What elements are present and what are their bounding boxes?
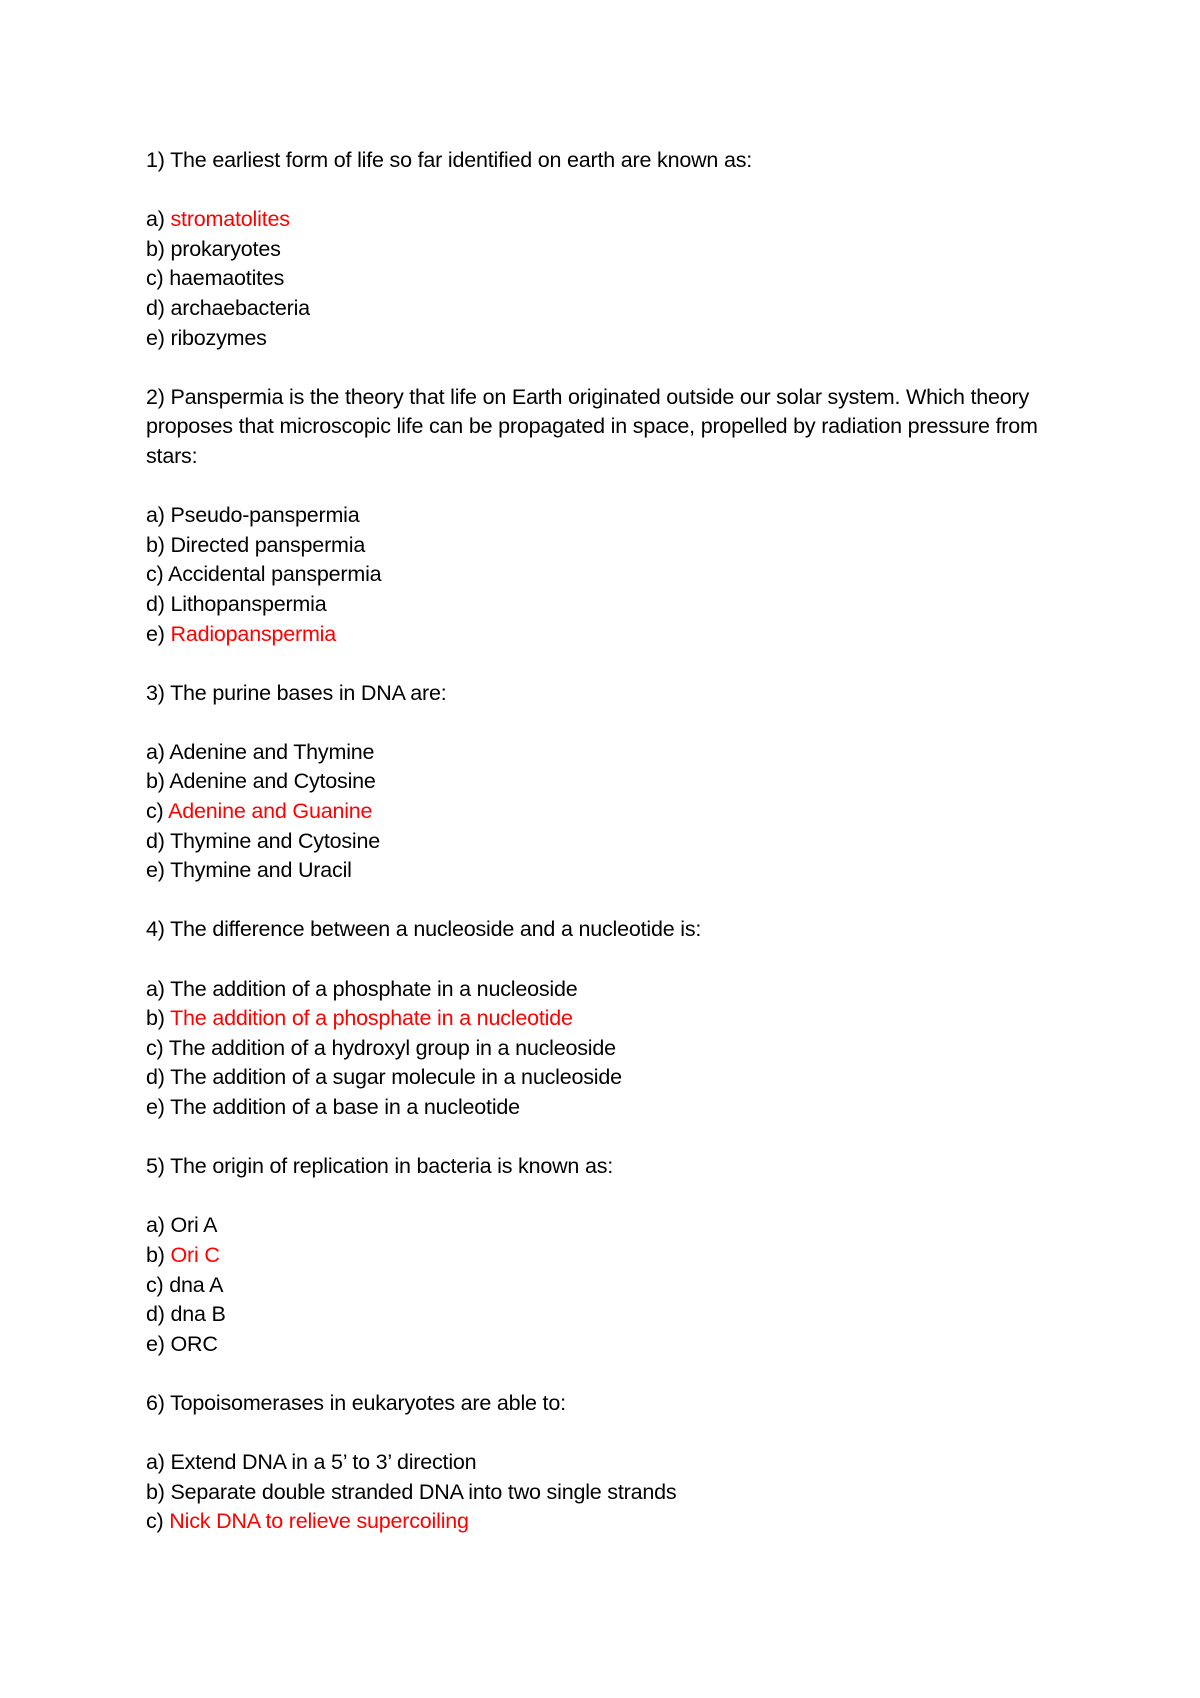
option-letter: c) xyxy=(146,1509,164,1534)
option-text: Nick DNA to relieve supercoiling xyxy=(169,1509,469,1534)
option-text: Separate double stranded DNA into two single strands xyxy=(170,1479,677,1504)
question-text xyxy=(146,1389,1046,1419)
question-number: 1) xyxy=(146,148,165,172)
answer-option xyxy=(146,1093,1046,1123)
answer-option xyxy=(146,501,1046,531)
question-prompt: The purine bases in DNA are: xyxy=(170,680,447,705)
question-number: 3) xyxy=(146,680,165,705)
question-number: 5) xyxy=(146,1154,165,1179)
question-block xyxy=(146,679,1046,886)
question-block xyxy=(146,1152,1046,1359)
question-number: 4) xyxy=(146,917,165,942)
answer-option xyxy=(146,1330,1046,1360)
question-block xyxy=(146,383,1046,649)
question-prompt: Topoisomerases in eukaryotes are able to: xyxy=(170,1390,566,1415)
option-text: Adenine and Cytosine xyxy=(169,769,376,794)
option-text: The addition of a sugar molecule in a nucleoside xyxy=(170,1065,622,1090)
option-letter: d) xyxy=(146,1065,165,1090)
question-prompt: The origin of replication in bacteria is known as: xyxy=(170,1154,614,1179)
option-text: The addition of a hydroxyl group in a nucleoside xyxy=(168,1035,616,1060)
option-letter: a) xyxy=(146,1450,165,1475)
option-letter: c) xyxy=(146,266,164,291)
answer-option xyxy=(146,294,1046,324)
option-letter: a) xyxy=(146,739,165,764)
option-text: Adenine and Thymine xyxy=(169,739,375,764)
option-text: ORC xyxy=(170,1331,218,1356)
option-letter: a) xyxy=(146,207,165,232)
question-block xyxy=(146,146,1046,353)
answer-option xyxy=(146,235,1046,265)
option-letter: b) xyxy=(146,1479,165,1504)
option-letter: a) xyxy=(146,503,165,528)
question-number: 6) xyxy=(146,1390,165,1415)
option-letter: e) xyxy=(146,1095,165,1119)
option-text: haemaotites xyxy=(169,266,285,291)
answer-option xyxy=(146,827,1046,857)
quiz-document xyxy=(146,146,1046,1567)
question-prompt: The difference between a nucleoside and a nucleotide is: xyxy=(170,917,702,942)
answer-option xyxy=(146,264,1046,294)
option-text: Thymine and Uracil xyxy=(170,858,352,883)
answer-option xyxy=(146,1211,1046,1241)
option-text: Lithopanspermia xyxy=(170,591,327,616)
answer-option xyxy=(146,856,1046,886)
answer-option-correct xyxy=(146,797,1046,827)
question-text xyxy=(146,915,1046,945)
answer-option xyxy=(146,738,1046,768)
option-letter: b) xyxy=(146,1006,165,1031)
option-letter: e) xyxy=(146,325,165,350)
option-text: The addition of a phosphate in a nucleoside xyxy=(170,976,578,1001)
question-text xyxy=(146,383,1046,472)
answer-option xyxy=(146,1271,1046,1301)
option-letter: d) xyxy=(146,1302,165,1327)
answer-option-correct xyxy=(146,1004,1046,1034)
option-letter: b) xyxy=(146,236,165,261)
answer-option xyxy=(146,1063,1046,1093)
answer-option xyxy=(146,1448,1046,1478)
option-letter: e) xyxy=(146,621,165,646)
option-text: Radiopanspermia xyxy=(170,621,337,646)
answer-option-correct xyxy=(146,1507,1046,1537)
option-text: Accidental panspermia xyxy=(168,562,382,587)
answer-option xyxy=(146,1478,1046,1508)
answer-option xyxy=(146,1034,1046,1064)
answer-option-correct xyxy=(146,205,1046,235)
answer-option xyxy=(146,590,1046,620)
option-letter: e) xyxy=(146,858,165,883)
option-letter: a) xyxy=(146,976,165,1001)
option-letter: a) xyxy=(146,1213,165,1238)
option-letter: c) xyxy=(146,1035,164,1060)
answer-option xyxy=(146,767,1046,797)
answer-option xyxy=(146,531,1046,561)
option-letter: b) xyxy=(146,769,165,794)
option-letter: c) xyxy=(146,1272,164,1297)
answer-option xyxy=(146,975,1046,1005)
answer-option-correct xyxy=(146,620,1046,650)
option-letter: c) xyxy=(146,799,164,824)
option-text: ribozymes xyxy=(170,325,267,350)
question-block xyxy=(146,1389,1046,1537)
option-text: Extend DNA in a 5’ to 3’ direction xyxy=(170,1450,477,1475)
question-prompt: The earliest form of life so far identified on earth are known as: xyxy=(170,148,753,172)
option-text: The addition of a phosphate in a nucleotide xyxy=(170,1006,573,1031)
option-letter: b) xyxy=(146,532,165,557)
answer-option xyxy=(146,1300,1046,1330)
question-block xyxy=(146,915,1046,1122)
option-letter: e) xyxy=(146,1331,165,1356)
option-text: dna A xyxy=(169,1272,224,1297)
question-text xyxy=(146,1152,1046,1182)
question-prompt: Panspermia is the theory that life on Earth originated outside our solar system. Which theory proposes that microscopic life can be propagated in space, propelled by radiation pressure from stars: xyxy=(146,384,1038,468)
question-text xyxy=(146,146,1046,176)
option-text: dna B xyxy=(170,1302,226,1327)
option-text: Thymine and Cytosine xyxy=(170,828,381,853)
option-letter: d) xyxy=(146,828,165,853)
option-text: Ori C xyxy=(170,1242,220,1267)
option-text: stromatolites xyxy=(170,207,290,232)
option-letter: d) xyxy=(146,295,165,320)
option-text: archaebacteria xyxy=(170,295,310,320)
question-number: 2) xyxy=(146,384,165,409)
option-text: Directed panspermia xyxy=(170,532,366,557)
option-text: Pseudo-panspermia xyxy=(170,503,360,528)
answer-option xyxy=(146,324,1046,354)
answer-option xyxy=(146,560,1046,590)
option-text: Adenine and Guanine xyxy=(168,799,373,824)
answer-option-correct xyxy=(146,1241,1046,1271)
option-letter: b) xyxy=(146,1242,165,1267)
option-text: The addition of a base in a nucleotide xyxy=(170,1095,520,1119)
option-text: Ori A xyxy=(170,1213,218,1238)
option-letter: c) xyxy=(146,562,164,587)
question-text xyxy=(146,679,1046,709)
option-text: prokaryotes xyxy=(170,236,281,261)
option-letter: d) xyxy=(146,591,165,616)
